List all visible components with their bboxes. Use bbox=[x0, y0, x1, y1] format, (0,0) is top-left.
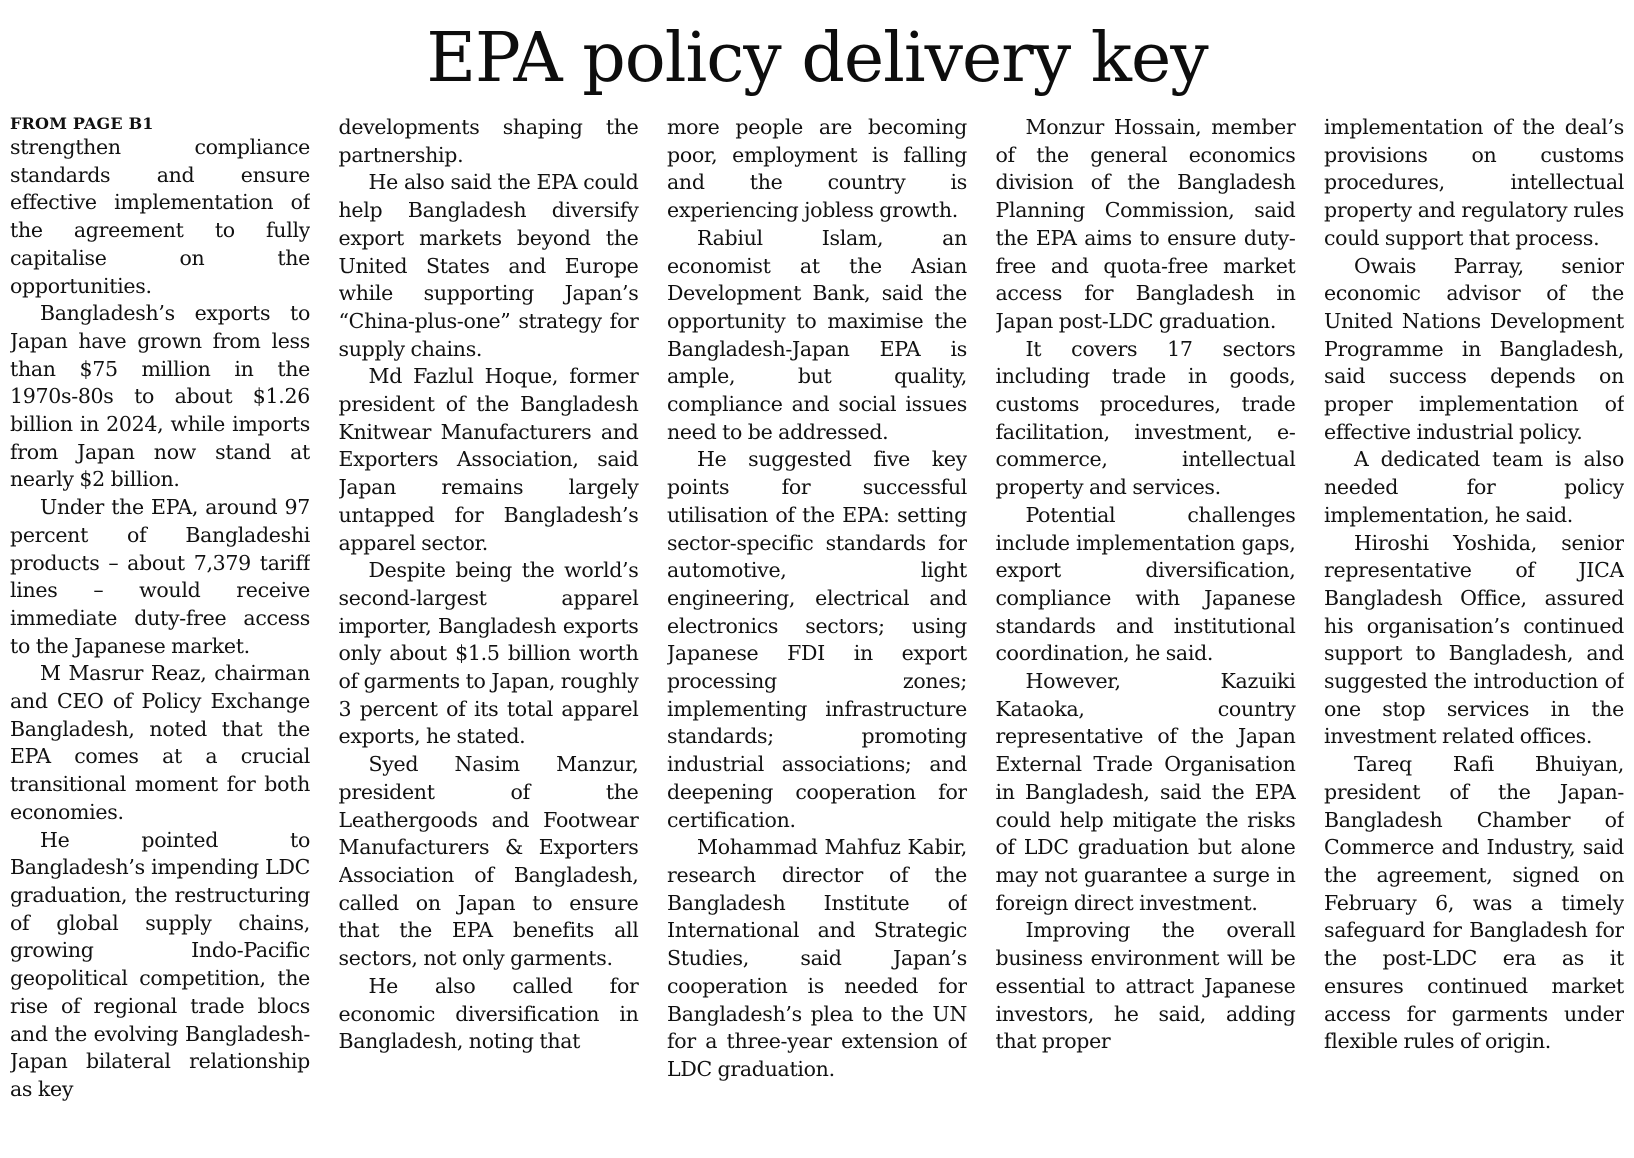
paragraph: developments shaping the partnership. bbox=[338, 115, 639, 167]
paragraph: Mohammad Mahfuz Kabir, research director of the Bangladesh Institute of International and Strategic Studies, said Japan’s cooperation is needed for Bangladesh’s plea to the UN for a three-year extension of LDC graduation. bbox=[667, 835, 967, 1081]
paragraph: implementation of the deal’s provisions on customs procedures, intellectual property and regulatory rules could support that process. bbox=[1324, 115, 1624, 250]
paragraph: Rabiul Islam, an economist at the Asian Development Bank, said the opportunity to maximise the Bangladesh-Japan EPA is ample, but quality, compliance and social issues need to be addressed. bbox=[667, 225, 967, 444]
paragraph: more people are becoming poor, employment is falling and the country is experiencing jobless growth. bbox=[667, 115, 967, 223]
column-2 bbox=[339, 114, 639, 1154]
article-body bbox=[10, 114, 1624, 1154]
paragraph: Monzur Hossain, member of the general economics division of the Bangladesh Planning Commission, said the EPA aims to ensure duty-free and quota-free market access for Bangladesh in Japan post-LDC graduation. bbox=[995, 115, 1296, 333]
headline: EPA policy delivery key bbox=[426, 19, 1208, 98]
column-1 bbox=[10, 114, 310, 1154]
paragraph: He suggested five key points for successful utilisation of the EPA: setting sector-specific standards for automotive, light engineering, electrical and electronics sectors; using Japanese FDI in export processing zones; implementing infrastructure standards; promoting industrial associations; and deepening cooperation for certification. bbox=[667, 447, 967, 832]
paragraph: Potential challenges include implementation gaps, export diversification, compliance with Japanese standards and institutional coordination, he said. bbox=[995, 502, 1296, 666]
paragraph: However, Kazuiki Kataoka, country representative of the Japan External Trade Organisation in Bangladesh, said the EPA could help mitigate the risks of LDC graduation but alone may not guarantee a surge in foreign direct investment. bbox=[995, 669, 1296, 915]
paragraph: Improving the overall business environment will be essential to attract Japanese investors, he said, adding that proper bbox=[995, 918, 1296, 1054]
paragraph: A dedicated team is also needed for policy implementation, he said. bbox=[1324, 447, 1624, 527]
paragraph: He also called for economic diversification in Bangladesh, noting that bbox=[338, 973, 639, 1054]
paragraph: M Masrur Reaz, chairman and CEO of Policy Exchange Bangladesh, noted that the EPA comes at a crucial transitional moment for both economies. bbox=[10, 661, 310, 824]
column-3 bbox=[667, 114, 967, 1154]
paragraph: Bangladesh’s exports to Japan have grown from less than $75 million in the 1970s-80s to about $1.26 billion in 2024, while imports from Japan now stand at nearly $2 billion. bbox=[10, 301, 310, 492]
paragraph: Despite being the world’s second-largest apparel importer, Bangladesh exports only about $1.5 billion worth of garments to Japan, roughly 3 percent of its total apparel exports, he stated. bbox=[338, 558, 639, 749]
paragraph: strengthen compliance standards and ensure effective implementation of the agreement to fully capitalise on the opportunities. bbox=[10, 135, 310, 298]
paragraph: Syed Nasim Manzur, president of the Leathergoods and Footwear Manufacturers & Exporters Association of Bangladesh, called on Japan to ensure that the EPA benefits all sectors, not only garments. bbox=[338, 752, 639, 971]
column-4 bbox=[996, 114, 1296, 1154]
paragraph: Under the EPA, around 97 percent of Bangladeshi products – about 7,379 tariff lines – would receive immediate duty-free access to the Japanese market. bbox=[10, 495, 310, 658]
column-5 bbox=[1324, 114, 1624, 1154]
paragraph: He pointed to Bangladesh’s impending LDC graduation, the restructuring of global supply chains, growing Indo-Pacific geopolitical competition, the rise of regional trade blocs and the evolving Bangladesh-Japan bilateral relationship as key bbox=[10, 827, 310, 1101]
paragraph: It covers 17 sectors including trade in goods, customs procedures, trade facilitation, investment, e-commerce, intellectual property and services. bbox=[995, 336, 1296, 500]
jump-line: FROM PAGE B1 bbox=[10, 114, 154, 133]
paragraph: Md Fazlul Hoque, former president of the Bangladesh Knitwear Manufacturers and Exporters Association, said Japan remains largely untapped for Bangladesh’s apparel sector. bbox=[338, 364, 639, 555]
paragraph: He also said the EPA could help Bangladesh diversify export markets beyond the United States and Europe while supporting Japan’s “China-plus-one” strategy for supply chains. bbox=[338, 170, 639, 361]
paragraph: Owais Parray, senior economic advisor of the United Nations Development Programme in Bangladesh, said success depends on proper implementation of effective industrial policy. bbox=[1324, 253, 1624, 444]
paragraph: Hiroshi Yoshida, senior representative of JICA Bangladesh Office, assured his organisation’s continued support to Bangladesh, and suggested the introduction of one stop services in the investment related offices. bbox=[1324, 530, 1624, 749]
paragraph: Tareq Rafi Bhuiyan, president of the Japan-Bangladesh Chamber of Commerce and Industry, said the agreement, signed on February 6, was a timely safeguard for Bangladesh for the post-LDC era as it ensures continued market access for garments under flexible rules of origin. bbox=[1324, 752, 1624, 1054]
